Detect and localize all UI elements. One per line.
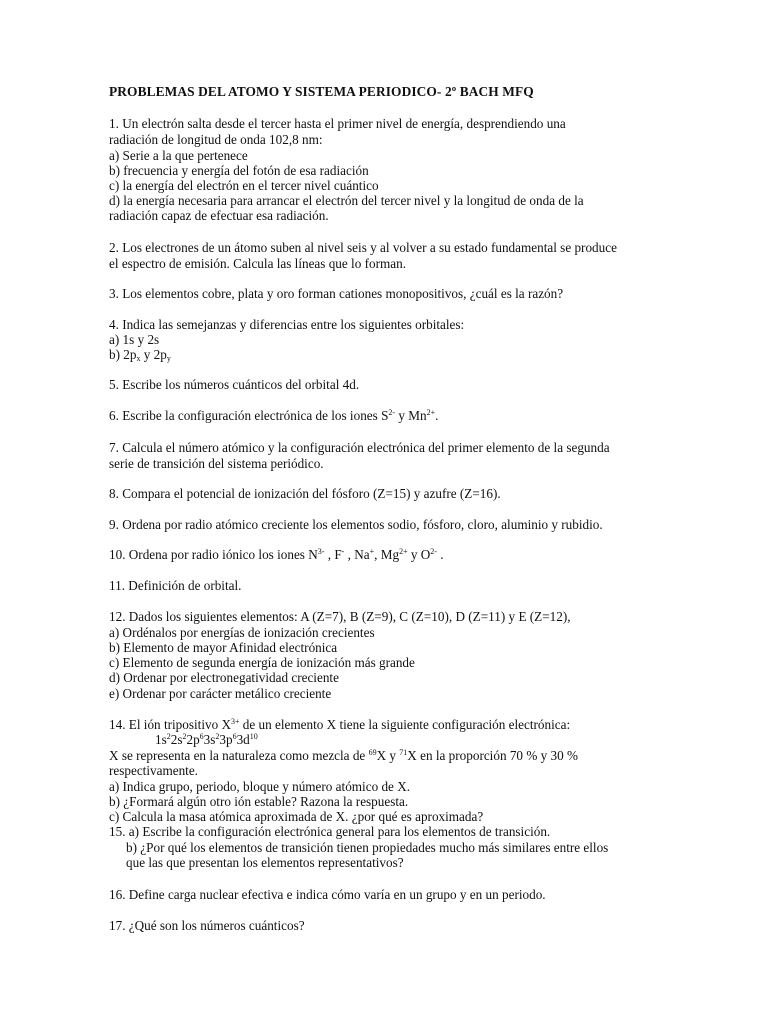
problem-4-line-1: 4. Indica las semejanzas y diferencias entre los siguientes orbitales: — [109, 317, 465, 332]
problem-4-item-b — [109, 347, 171, 362]
text: 1s — [155, 732, 167, 747]
text: 3p — [219, 732, 233, 747]
superscript: 2+ — [426, 408, 436, 417]
subscript: y — [166, 354, 171, 363]
text: . — [436, 547, 444, 562]
text: 6. Escribe la configuración electrónica de los iones S — [109, 408, 389, 423]
electron-configuration — [155, 732, 258, 747]
problem-15-item-a: 15. a) Escribe la configuración electrónica general para los elementos de transición. — [109, 824, 551, 839]
problem-10 — [109, 547, 444, 562]
text: de un elemento X tiene la siguiente configuración electrónica: — [239, 717, 571, 732]
problem-16: 16. Define carga nuclear efectiva e indica cómo varía en un grupo y en un periodo. — [109, 887, 546, 902]
problem-11: 11. Definición de orbital. — [109, 578, 242, 593]
superscript: 2 — [215, 732, 220, 741]
problem-12-item-c: c) Elemento de segunda energía de ionización más grande — [109, 655, 415, 670]
problem-14-line-3 — [109, 748, 578, 763]
text: 3s — [203, 732, 216, 747]
problem-1-line-1: 1. Un electrón salta desde el tercer hasta el primer nivel de energía, desprendiendo una — [109, 116, 566, 131]
text: 10. Ordena por radio iónico los iones N — [109, 547, 318, 562]
problem-14-line-4: respectivamente. — [109, 763, 198, 778]
problem-12-item-b: b) Elemento de mayor Afinidad electrónica — [109, 640, 338, 655]
problem-1-item-d-line-2: radiación capaz de efectuar esa radiación. — [109, 208, 329, 223]
problem-9: 9. Ordena por radio atómico creciente los elementos sodio, fósforo, cloro, aluminio y rubidio. — [109, 517, 603, 532]
text: . — [435, 408, 439, 423]
superscript: 69 — [368, 748, 377, 757]
problem-8: 8. Compara el potencial de ionización del fósforo (Z=15) y azufre (Z=16). — [109, 486, 501, 501]
problem-2-line-2: el espectro de emisión. Calcula las líneas que lo forman. — [109, 256, 406, 271]
problem-1-item-c: c) la energía del electrón en el tercer nivel cuántico — [109, 178, 379, 193]
problem-14-item-a: a) Indica grupo, periodo, bloque y número atómico de X. — [109, 779, 411, 794]
text: X en la proporción 70 % y 30 % — [407, 748, 578, 763]
superscript: 2+ — [399, 547, 408, 556]
problem-12-line-1: 12. Dados los siguientes elementos: A (Z=7), B (Z=9), C (Z=10), D (Z=11) y E (Z=12), — [109, 609, 571, 624]
text: , Na — [344, 547, 370, 562]
problem-7-line-2: serie de transición del sistema periódico. — [109, 456, 324, 471]
superscript: 2 — [166, 732, 171, 741]
problem-15-item-b-line-2: que las que presentan los elementos representativos? — [126, 855, 404, 870]
subscript: x — [136, 354, 141, 363]
problem-1-line-2: radiación de longitud de onda 102,8 nm: — [109, 132, 323, 147]
superscript: 10 — [249, 732, 258, 741]
text: , Mg — [374, 547, 400, 562]
text: 2s — [170, 732, 183, 747]
superscript: - — [341, 547, 345, 556]
problem-12-item-e: e) Ordenar por carácter metálico creciente — [109, 686, 332, 701]
problem-14-item-c: c) Calcula la masa atómica aproximada de X. ¿por qué es aproximada? — [109, 809, 484, 824]
problem-15-item-b-line-1: b) ¿Por qué los elementos de transición tienen propiedades mucho más similares entre ellos — [126, 840, 609, 855]
problem-4-item-a: a) 1s y 2s — [109, 332, 160, 347]
text: y O — [407, 547, 431, 562]
superscript: 3- — [317, 547, 325, 556]
problem-14-line-1 — [109, 717, 570, 732]
page-title: PROBLEMAS DEL ATOMO Y SISTEMA PERIODICO- 2º BACH MFQ — [109, 84, 534, 99]
problem-12-item-a: a) Ordénalos por energías de ionización crecientes — [109, 625, 375, 640]
superscript: 2- — [430, 547, 437, 556]
text: y 2p — [140, 347, 167, 362]
text: 3d — [236, 732, 250, 747]
text: X se representa en la naturaleza como mezcla de — [109, 748, 369, 763]
problem-5: 5. Escribe los números cuánticos del orbital 4d. — [109, 377, 360, 392]
superscript: 2 — [182, 732, 187, 741]
problem-7-line-1: 7. Calcula el número atómico y la configuración electrónica del primer elemento de la segunda — [109, 440, 610, 455]
superscript: 2- — [388, 408, 396, 417]
text: 14. El ión tripositivo X — [109, 717, 231, 732]
text: 2p — [186, 732, 200, 747]
text: , F — [324, 547, 342, 562]
problem-3: 3. Los elementos cobre, plata y oro forman cationes monopositivos, ¿cuál es la razón? — [109, 286, 564, 301]
problem-17: 17. ¿Qué son los números cuánticos? — [109, 918, 305, 933]
superscript: 71 — [399, 748, 408, 757]
superscript: + — [369, 547, 375, 556]
superscript: 6 — [232, 732, 237, 741]
problem-6 — [109, 408, 438, 423]
superscript: 3+ — [230, 717, 240, 726]
problem-12-item-d: d) Ordenar por electronegatividad creciente — [109, 670, 339, 685]
text: X y — [376, 748, 400, 763]
text: b) 2p — [109, 347, 137, 362]
problem-1-item-b: b) frecuencia y energía del fotón de esa radiación — [109, 163, 369, 178]
problem-1-item-d-line-1: d) la energía necesaria para arrancar el electrón del tercer nivel y la longitud de onda de la — [109, 193, 584, 208]
problem-14-item-b: b) ¿Formará algún otro ión estable? Razona la respuesta. — [109, 794, 409, 809]
text: y Mn — [395, 408, 427, 423]
superscript: 6 — [199, 732, 204, 741]
problem-1-item-a: a) Serie a la que pertenece — [109, 148, 248, 163]
problem-2-line-1: 2. Los electrones de un átomo suben al nivel seis y al volver a su estado fundamental se produce — [109, 240, 617, 255]
